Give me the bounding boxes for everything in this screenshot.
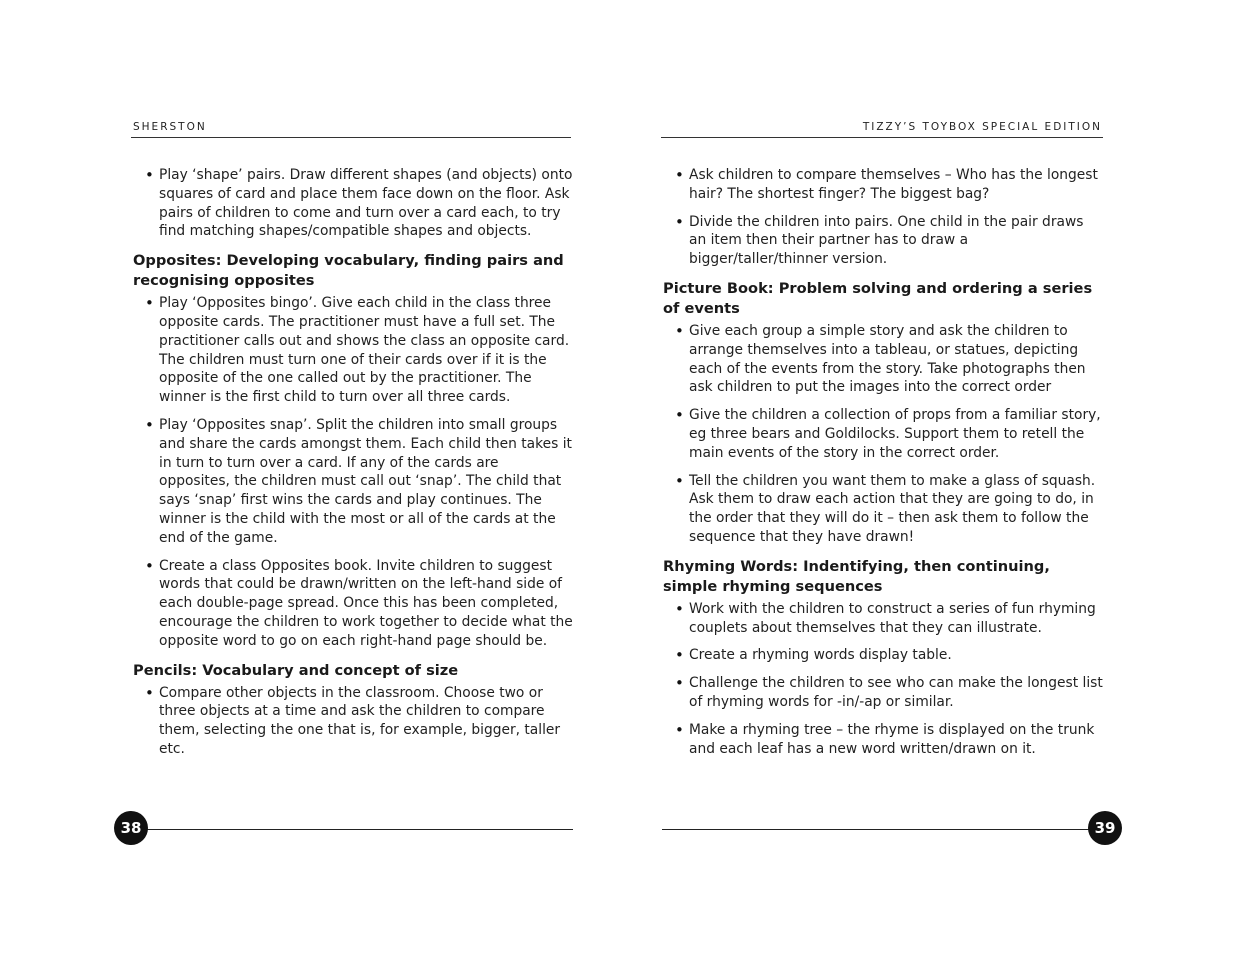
list-item: • Play ‘Opposites snap’. Split the children into small groups and share the cards amongst them. Each child then takes it in turn to turn over a card. If any of the cards are opposites, the children must call out ‘snap’. The child that says ‘snap’ first wins the cards and play continues. The winner is the child with the most or all of the cards at the end of the game.	[133, 416, 573, 548]
right-page	[617, 0, 1235, 954]
header-rule	[131, 137, 571, 138]
left-page	[0, 0, 617, 954]
list-item: • Make a rhyming tree – the rhyme is displayed on the trunk and each leaf has a new word written/drawn on it.	[663, 721, 1103, 759]
header-rule	[661, 137, 1103, 138]
list-item: • Give the children a collection of props from a familiar story, eg three bears and Goldilocks. Support them to retell the main events of the story in the correct order.	[663, 406, 1103, 462]
running-head: TIZZY’S TOYBOX SPECIAL EDITION	[862, 121, 1102, 133]
page-number-badge: 38	[114, 811, 148, 845]
list-item: • Play ‘Opposites bingo’. Give each child in the class three opposite cards. The practitioner must have a full set. The practitioner calls out and shows the class an opposite card. The children must turn one of their cards over if it is the opposite of the one called out by the practitioner. The winner is the first child to turn over all three cards.	[133, 294, 573, 407]
list-item: • Give each group a simple story and ask the children to arrange themselves into a tableau, or statues, depicting each of the events from the story. Take photographs then ask children to put the images into the correct order	[663, 322, 1103, 397]
bullet-list	[133, 166, 573, 241]
bullet-list	[133, 684, 573, 759]
bullet-list	[663, 322, 1103, 547]
bullet-list	[133, 294, 573, 650]
section-heading: Opposites: Developing vocabulary, finding pairs and recognising opposites	[133, 252, 564, 290]
footer-rule	[662, 829, 1102, 830]
footer-rule	[140, 829, 573, 830]
section-heading: Rhyming Words: Indentifying, then continuing, simple rhyming sequences	[663, 557, 1050, 595]
list-item: • Work with the children to construct a series of fun rhyming couplets about themselves that they can illustrate.	[663, 600, 1103, 638]
list-item: • Ask children to compare themselves – Who has the longest hair? The shortest finger? The biggest bag?	[663, 166, 1103, 204]
list-item: • Tell the children you want them to make a glass of squash. Ask them to draw each action that they are going to do, in the order that they will do it – then ask them to follow the sequence that they have drawn!	[663, 472, 1103, 547]
bullet-list	[663, 166, 1103, 269]
section-heading: Pencils: Vocabulary and concept of size	[133, 661, 459, 679]
bullet-list	[663, 600, 1103, 759]
page-number-badge: 39	[1088, 811, 1122, 845]
page-content	[133, 166, 573, 769]
list-item: • Challenge the children to see who can make the longest list of rhyming words for -in/-ap or similar.	[663, 674, 1103, 712]
running-head: SHERSTON	[133, 121, 207, 133]
page-content	[663, 166, 1103, 768]
section-heading: Picture Book: Problem solving and ordering a series of events	[663, 279, 1093, 317]
list-item: • Play ‘shape’ pairs. Draw different shapes (and objects) onto squares of card and place them face down on the floor. Ask pairs of children to come and turn over a card each, to try find matching shapes/compatible shapes and objects.	[133, 166, 573, 241]
list-item: • Create a rhyming words display table.	[663, 646, 1103, 665]
list-item: • Divide the children into pairs. One child in the pair draws an item then their partner has to draw a bigger/taller/thinner version.	[663, 213, 1103, 269]
list-item: • Compare other objects in the classroom. Choose two or three objects at a time and ask the children to compare them, selecting the one that is, for example, bigger, taller etc.	[133, 684, 573, 759]
list-item: • Create a class Opposites book. Invite children to suggest words that could be drawn/written on the left-hand side of each double-page spread. Once this has been completed, encourage the children to work together to decide what the opposite word to go on each right-hand page should be.	[133, 557, 573, 651]
